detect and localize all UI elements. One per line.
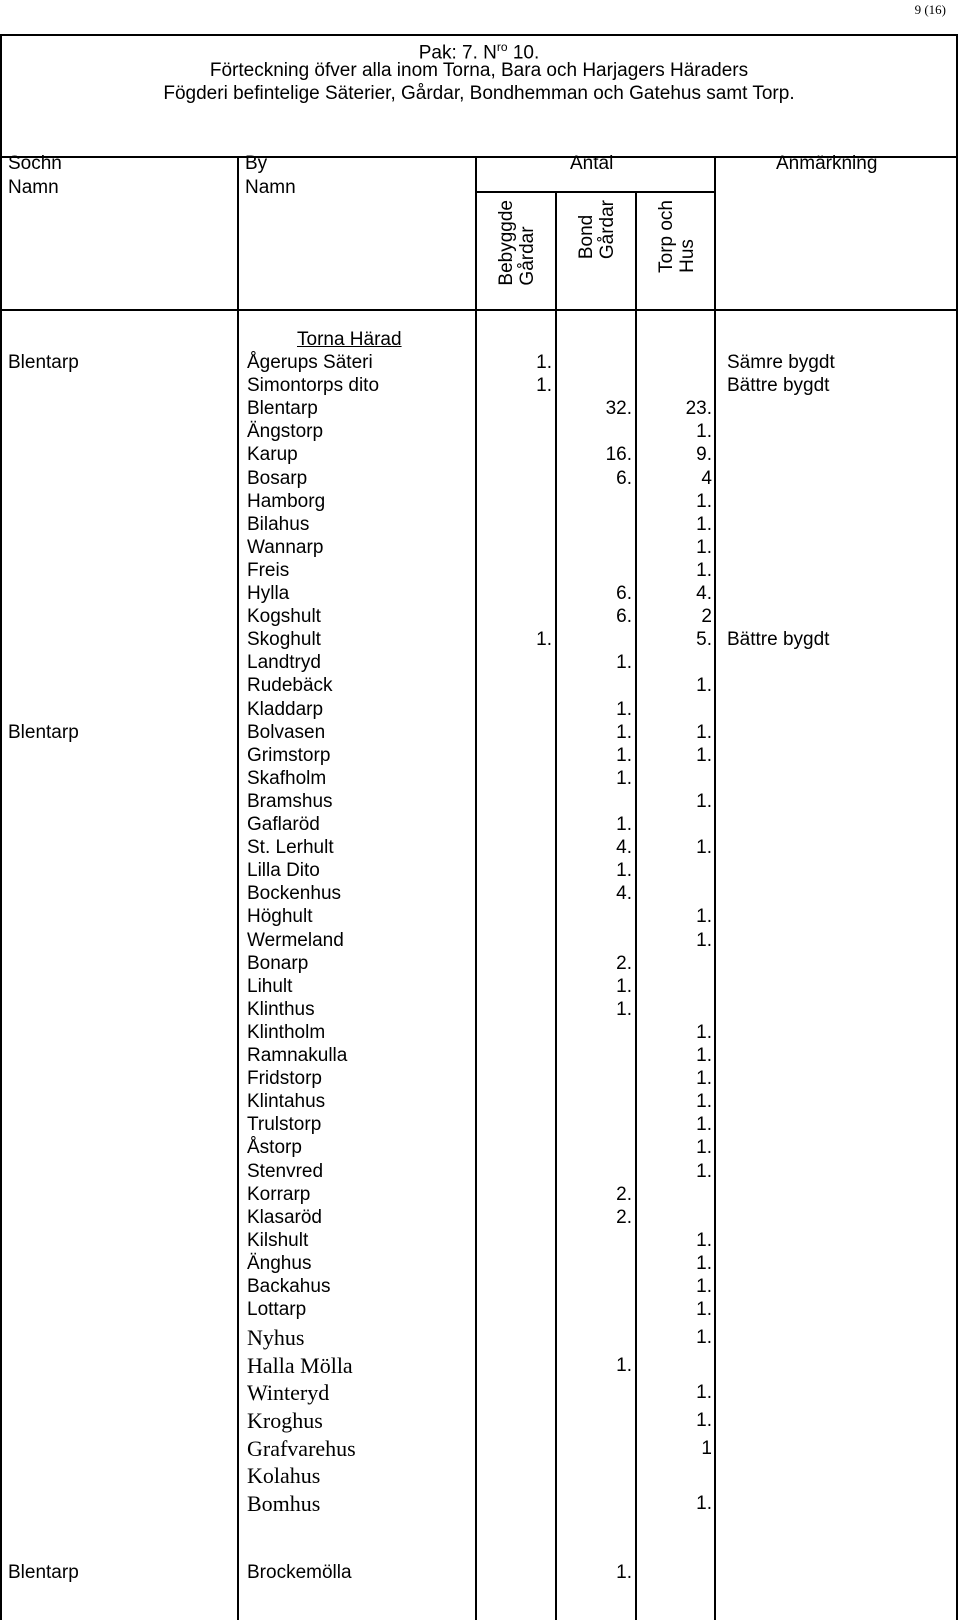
- sochn-cell: Blentarp: [8, 721, 79, 743]
- by-cell: Bolvasen: [247, 721, 326, 743]
- by-cell: Hylla: [247, 583, 290, 604]
- section-title: Torna Härad: [297, 329, 402, 350]
- table-row: [0, 1436, 958, 1460]
- table-row: [0, 581, 958, 605]
- by-cell: Lottarp: [247, 1299, 307, 1321]
- bond-cell: 1.: [616, 698, 632, 720]
- bond-cell: 4.: [616, 883, 632, 905]
- table-row: [0, 419, 958, 443]
- bond-cell: 2.: [616, 952, 632, 974]
- table-row: [0, 627, 958, 651]
- by-cell: Gaflaröd: [247, 814, 320, 835]
- bond-cell: 1.: [616, 767, 632, 789]
- torp-cell: 1.: [696, 1493, 712, 1514]
- table-row: [0, 766, 958, 790]
- torp-cell: 1.: [696, 421, 712, 443]
- table-row: [0, 928, 958, 952]
- table-row: [0, 789, 958, 813]
- torp-cell: 9.: [696, 444, 712, 466]
- bond-cell: 4.: [616, 837, 632, 859]
- table-row: [0, 743, 958, 767]
- table-row: [0, 1380, 958, 1404]
- table-row: [0, 951, 958, 975]
- by-cell: Blentarp: [247, 398, 318, 420]
- by-cell: Höghult: [247, 906, 313, 928]
- torp-cell: 1.: [696, 1299, 712, 1321]
- title-line-1: Förteckning öfver alla inom Torna, Bara och Harjagers Häraders: [209, 60, 749, 81]
- header-by: By Namn: [245, 153, 296, 198]
- torp-cell: 1.: [696, 790, 712, 812]
- by-cell: Bramshus: [247, 790, 333, 812]
- anmarkning-cell: Sämre bygdt: [727, 352, 835, 373]
- bond-cell: 16.: [605, 444, 632, 466]
- torp-cell: 1.: [696, 744, 712, 766]
- page-number: 9 (16): [914, 2, 946, 17]
- torp-cell: 1: [701, 1437, 712, 1459]
- torp-cell: 1.: [696, 1326, 712, 1348]
- torp-cell: 1.: [696, 1137, 712, 1159]
- by-cell: Änghus: [247, 1252, 312, 1274]
- table-row: [0, 1043, 958, 1067]
- by-cell: Kolahus: [247, 1463, 321, 1489]
- table-row: [0, 558, 958, 582]
- anmarkning-cell: Bättre bygdt: [727, 629, 830, 651]
- by-cell: Ängstorp: [247, 421, 324, 443]
- torp-cell: 1.: [696, 1091, 712, 1113]
- by-cell: Bilahus: [247, 513, 310, 535]
- pak-reference: Pak: 7. $N^{ro}$ 10.: [418, 40, 540, 64]
- bond-cell: 1.: [616, 744, 632, 766]
- by-cell: Halla Mölla: [247, 1352, 353, 1378]
- by-cell: Brockemölla: [247, 1562, 352, 1583]
- table-row: [0, 350, 958, 374]
- header-divider: [0, 309, 958, 311]
- table-row: [0, 373, 958, 397]
- by-cell: Fridstorp: [247, 1068, 322, 1090]
- table-row: [0, 1135, 958, 1159]
- header-bebyggde-gardar: Bebyggde Gårdar: [496, 200, 538, 286]
- by-cell: Karup: [247, 444, 298, 466]
- table-row: [0, 1297, 958, 1321]
- table-row: [0, 650, 958, 674]
- by-cell: Ågerups Säteri: [247, 352, 373, 373]
- by-cell: St. Lerhult: [247, 837, 334, 859]
- torp-cell: 1.: [696, 1114, 712, 1136]
- torp-cell: 1.: [696, 906, 712, 928]
- by-cell: Kroghus: [247, 1407, 323, 1433]
- sochn-cell: Blentarp: [8, 1562, 79, 1583]
- table-row: [0, 1159, 958, 1183]
- by-cell: Bockenhus: [247, 883, 342, 905]
- by-cell: Skafholm: [247, 767, 327, 789]
- header-bond-gardar: Bond Gårdar: [576, 200, 618, 260]
- table-row: [0, 1205, 958, 1229]
- by-cell: Lihult: [247, 975, 293, 997]
- table-row: [0, 673, 958, 697]
- header-anmarkning: Anmärkning: [776, 153, 878, 174]
- by-cell: Klintahus: [247, 1091, 326, 1113]
- by-cell: Kogshult: [247, 606, 321, 628]
- by-cell: Klasaröd: [247, 1206, 322, 1228]
- by-cell: Trulstorp: [247, 1114, 322, 1136]
- by-cell: Grafvarehus: [247, 1435, 356, 1461]
- bond-cell: 1.: [616, 652, 632, 674]
- table-row: [0, 1251, 958, 1275]
- torp-cell: 1.: [696, 1382, 712, 1404]
- torp-cell: 1.: [696, 1252, 712, 1274]
- table-row: [0, 1182, 958, 1206]
- header-torp-och-hus: Torp och Hus: [656, 200, 698, 273]
- table-row: [0, 1020, 958, 1044]
- by-cell: Winteryd: [247, 1380, 330, 1406]
- bebyggde-cell: 1.: [536, 375, 552, 397]
- by-cell: Rudebäck: [247, 675, 333, 697]
- table-row: [0, 904, 958, 928]
- torp-cell: 5.: [696, 629, 712, 651]
- by-cell: Nyhus: [247, 1324, 305, 1350]
- anmarkning-cell: Bättre bygdt: [727, 375, 830, 397]
- table-row: [0, 1491, 958, 1515]
- torp-cell: 1.: [696, 1276, 712, 1297]
- by-cell: Wannarp: [247, 536, 324, 558]
- bond-cell: 1.: [616, 1354, 632, 1376]
- by-cell: Ramnakulla: [247, 1045, 348, 1066]
- torp-cell: 1.: [696, 1068, 712, 1090]
- bond-cell: 32.: [605, 398, 632, 420]
- torp-cell: 1.: [696, 1045, 712, 1066]
- by-cell: Klintholm: [247, 1021, 326, 1043]
- bond-cell: 2.: [616, 1183, 632, 1205]
- table-row: [0, 1274, 958, 1298]
- table-row: [0, 535, 958, 559]
- torp-cell: 2: [701, 606, 712, 628]
- table-row: [0, 1089, 958, 1113]
- table-row: [0, 881, 958, 905]
- table-row: [0, 697, 958, 721]
- table-row: [0, 1325, 958, 1349]
- table-row: [0, 720, 958, 744]
- sochn-cell: Blentarp: [8, 352, 79, 373]
- by-cell: Backahus: [247, 1276, 331, 1297]
- bond-cell: 6.: [616, 583, 632, 604]
- by-cell: Bosarp: [247, 467, 308, 489]
- torp-cell: 1.: [696, 559, 712, 581]
- bond-cell: 1.: [616, 975, 632, 997]
- by-cell: Grimstorp: [247, 744, 331, 766]
- bond-cell: 6.: [616, 467, 632, 489]
- table-row: [0, 974, 958, 998]
- by-cell: Bonarp: [247, 952, 309, 974]
- title-line-2: Fögderi befintelige Säterier, Gårdar, Bondhemman och Gatehus samt Torp.: [163, 83, 795, 104]
- table-row: [0, 997, 958, 1021]
- torp-cell: 1.: [696, 490, 712, 512]
- table-row: [0, 1560, 958, 1584]
- table-row: [0, 489, 958, 513]
- table-row: [0, 1066, 958, 1090]
- table-row: [0, 604, 958, 628]
- bond-cell: 6.: [616, 606, 632, 628]
- table-row: [0, 1228, 958, 1252]
- by-cell: Stenvred: [247, 1160, 324, 1182]
- by-cell: Simontorps dito: [247, 375, 380, 397]
- by-cell: Klinthus: [247, 998, 315, 1020]
- table-row: [0, 1353, 958, 1377]
- torp-cell: 4.: [696, 583, 712, 604]
- torp-cell: 1.: [696, 675, 712, 697]
- bond-cell: 1.: [616, 814, 632, 835]
- bond-cell: 1.: [616, 721, 632, 743]
- header-antal: Antal: [570, 153, 614, 174]
- table-row: [0, 1408, 958, 1432]
- torp-cell: 1.: [696, 1229, 712, 1251]
- table-row: [0, 835, 958, 859]
- bebyggde-cell: 1.: [536, 629, 552, 651]
- bond-cell: 1.: [616, 998, 632, 1020]
- torp-cell: 1.: [696, 536, 712, 558]
- torp-cell: 1.: [696, 1021, 712, 1043]
- by-cell: Wermeland: [247, 929, 344, 951]
- torp-cell: 1.: [696, 929, 712, 951]
- torp-cell: 23.: [685, 398, 712, 420]
- by-cell: Bomhus: [247, 1491, 321, 1516]
- by-cell: Korrarp: [247, 1183, 311, 1205]
- torp-cell: 1.: [696, 721, 712, 743]
- bebyggde-cell: 1.: [536, 352, 552, 373]
- by-cell: Kladdarp: [247, 698, 324, 720]
- table-row: [0, 1112, 958, 1136]
- bond-cell: 1.: [616, 860, 632, 882]
- bond-cell: 1.: [616, 1562, 632, 1583]
- bond-cell: 2.: [616, 1206, 632, 1228]
- table-row: [0, 466, 958, 490]
- torp-cell: 1.: [696, 837, 712, 859]
- torp-cell: 4: [701, 467, 712, 489]
- table-row: [0, 442, 958, 466]
- by-cell: Freis: [247, 559, 290, 581]
- by-cell: Åstorp: [247, 1137, 302, 1159]
- by-cell: Landtryd: [247, 652, 321, 674]
- by-cell: Lilla Dito: [247, 860, 320, 882]
- by-cell: Kilshult: [247, 1229, 309, 1251]
- torp-cell: 1.: [696, 513, 712, 535]
- table-row: [0, 812, 958, 836]
- torp-cell: 1.: [696, 1160, 712, 1182]
- by-cell: Skoghult: [247, 629, 321, 651]
- table-row: [0, 512, 958, 536]
- table-row: [0, 1463, 958, 1487]
- table-row: [0, 396, 958, 420]
- torp-cell: 1.: [696, 1409, 712, 1431]
- by-cell: Hamborg: [247, 490, 326, 512]
- table-row: [0, 858, 958, 882]
- antal-divider: [475, 191, 714, 193]
- register-table: [0, 34, 958, 1620]
- header-sochn: Sochn Namn: [8, 153, 62, 198]
